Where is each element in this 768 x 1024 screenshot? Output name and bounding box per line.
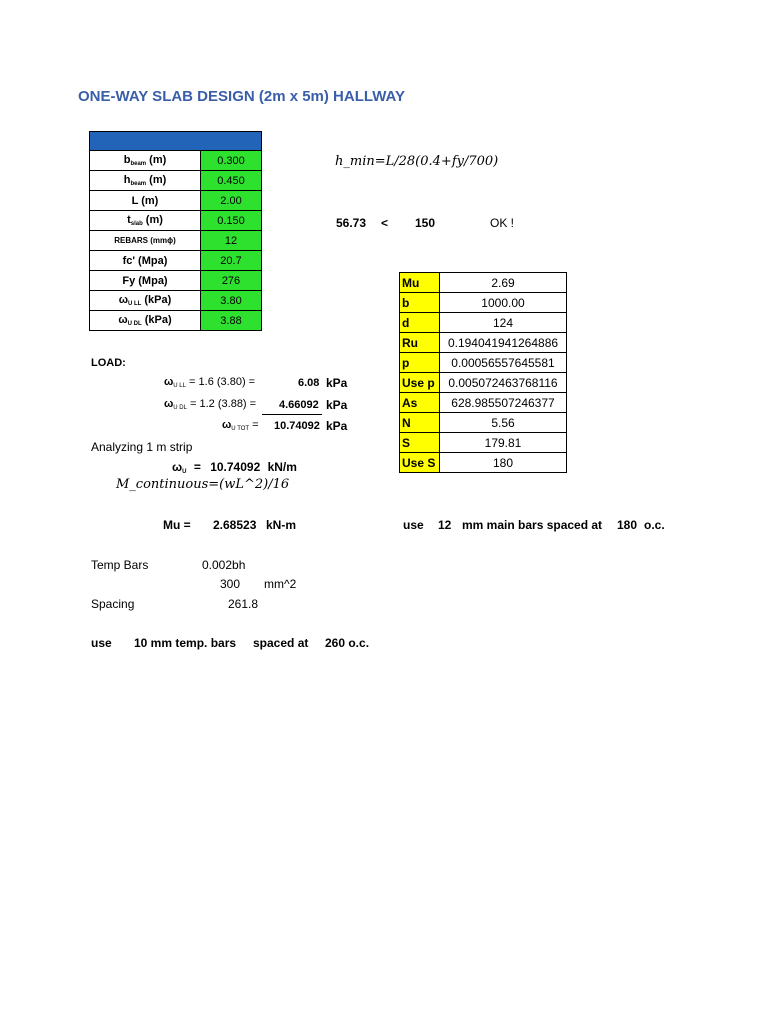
ll-unit: kPa (326, 376, 348, 390)
result-key: Use S (400, 453, 440, 473)
input-label-text: L (131, 194, 139, 207)
mu-label: Mu = (163, 518, 191, 532)
input-label-subscript: beam (130, 161, 147, 167)
result-value: 2.69 (440, 273, 567, 293)
input-label (90, 231, 201, 251)
sum-divider (262, 414, 322, 415)
tot-unit: kPa (326, 419, 348, 433)
input-value: 0.150 (201, 211, 262, 231)
input-row (90, 311, 262, 331)
input-label-text: REBARS (mmϕ) (114, 236, 176, 245)
result-value: 124 (440, 313, 567, 333)
omega-symbol: ω (164, 376, 174, 388)
input-label-unit: (kPa) (141, 294, 172, 306)
results-table (399, 272, 567, 473)
temp-spaced-at: spaced at (253, 636, 309, 650)
result-key: Use p (400, 373, 440, 393)
input-row (90, 271, 262, 291)
main-bars-oc: o.c. (644, 518, 665, 532)
spacing-label: Spacing (91, 597, 135, 611)
temp-use: use (91, 636, 112, 650)
mu-value: 2.68523 (213, 518, 257, 532)
input-label-unit: (m) (146, 174, 167, 186)
input-label-unit: (m) (146, 154, 167, 166)
moment-formula: M_continuous=(wL^2)/16 (116, 477, 290, 492)
result-key: p (400, 353, 440, 373)
main-bar-diameter: 12 (438, 518, 452, 532)
input-row (90, 191, 262, 211)
result-key: S (400, 433, 440, 453)
input-row (90, 211, 262, 231)
tot-subscript: U TOT (231, 426, 250, 432)
result-row (400, 293, 567, 313)
dl-value: 4.66092 (279, 399, 319, 411)
input-label-subscript: beam (130, 181, 147, 187)
input-label-subscript: U DL (127, 321, 142, 327)
result-value: 5.56 (440, 413, 567, 433)
dl-expression: = 1.2 (3.88) = (190, 398, 257, 410)
load-ll-row (164, 376, 255, 389)
input-row (90, 291, 262, 311)
input-value: 0.300 (201, 151, 262, 171)
hmin-formula: h_min=L/28(0.4+fy/700) (335, 154, 499, 169)
input-table (89, 131, 262, 331)
input-label-text: t (127, 214, 131, 226)
main-bar-spacing: 180 (617, 518, 638, 532)
omega-symbol: ω (164, 398, 174, 410)
check-result: OK ! (490, 216, 515, 230)
input-table-header (90, 132, 262, 151)
omega-symbol: ω (172, 460, 183, 474)
result-key: b (400, 293, 440, 313)
input-label-text: ω (118, 314, 128, 326)
result-value: 0.00056557645581 (440, 353, 567, 373)
ll-expression: = 1.6 (3.80) = (189, 376, 256, 388)
input-label-text: b (123, 154, 131, 166)
input-value: 3.88 (201, 311, 262, 331)
input-value: 0.450 (201, 171, 262, 191)
input-label-unit: (kPa) (141, 314, 172, 326)
result-row (400, 333, 567, 353)
result-row (400, 353, 567, 373)
input-row (90, 171, 262, 191)
load-heading: LOAD: (91, 357, 126, 369)
input-label-subscript: slab (130, 221, 143, 227)
hmin-value: 56.73 (336, 216, 367, 230)
tot-expression: = (252, 419, 259, 431)
result-row (400, 313, 567, 333)
page-title: ONE-WAY SLAB DESIGN (2m x 5m) HALLWAY (78, 88, 406, 105)
input-label (90, 271, 201, 291)
spacing-value: 261.8 (228, 597, 259, 611)
result-row (400, 373, 567, 393)
input-label-unit: (m) (138, 194, 159, 207)
result-value: 628.985507246377 (440, 393, 567, 413)
tot-value: 10.74092 (274, 420, 320, 432)
input-label (90, 311, 201, 331)
input-label (90, 211, 201, 231)
temp-bars-area-unit: mm^2 (264, 577, 297, 591)
main-bars-text: mm main bars spaced at (462, 518, 603, 532)
result-key: As (400, 393, 440, 413)
dl-subscript: U DL (173, 405, 187, 411)
strip-heading: Analyzing 1 m strip (91, 440, 193, 454)
input-label (90, 171, 201, 191)
ll-subscript: U LL (173, 383, 186, 389)
input-row (90, 251, 262, 271)
result-row (400, 393, 567, 413)
check-operator: < (381, 216, 389, 230)
result-row (400, 453, 567, 473)
input-row (90, 231, 262, 251)
result-key: N (400, 413, 440, 433)
mu-unit: kN-m (266, 518, 297, 532)
input-label (90, 191, 201, 211)
input-label-text: ω (118, 294, 128, 306)
input-label-text: Fy (Mpa) (122, 274, 168, 287)
result-key: Mu (400, 273, 440, 293)
input-label (90, 291, 201, 311)
omega-symbol: ω (222, 419, 232, 431)
input-label (90, 251, 201, 271)
wu-value: 10.74092 (210, 460, 261, 474)
input-label-text: fc' (Mpa) (122, 254, 168, 267)
temp-bars-area: 300 (220, 577, 241, 591)
input-value: 2.00 (201, 191, 262, 211)
wu-line (172, 460, 297, 475)
main-bars-use: use (403, 518, 424, 532)
load-dl-row (164, 398, 256, 411)
input-label-unit: (m) (142, 214, 163, 226)
temp-bars-label: Temp Bars (91, 558, 149, 572)
result-value: 179.81 (440, 433, 567, 453)
temp-bars-size: 10 mm temp. bars (134, 636, 237, 650)
input-row (90, 151, 262, 171)
temp-bars-formula: 0.002bh (202, 558, 246, 572)
input-label-text: h (123, 174, 131, 186)
result-key: Ru (400, 333, 440, 353)
input-label (90, 151, 201, 171)
dl-unit: kPa (326, 398, 348, 412)
load-tot-row (222, 419, 259, 432)
result-value: 1000.00 (440, 293, 567, 313)
input-value: 276 (201, 271, 262, 291)
input-label-subscript: U LL (127, 301, 142, 307)
temp-spacing: 260 o.c. (325, 636, 370, 650)
input-value: 20.7 (201, 251, 262, 271)
ll-value: 6.08 (298, 377, 320, 389)
result-value: 0.194041941264886 (440, 333, 567, 353)
result-key: d (400, 313, 440, 333)
result-value: 0.005072463768116 (440, 373, 567, 393)
result-row (400, 413, 567, 433)
wu-equals: = (193, 460, 201, 474)
input-value: 12 (201, 231, 262, 251)
wu-unit: kN/m (267, 460, 297, 474)
result-value: 180 (440, 453, 567, 473)
result-row (400, 273, 567, 293)
result-row (400, 433, 567, 453)
input-value: 3.80 (201, 291, 262, 311)
wu-subscript: U (182, 469, 187, 475)
slab-thickness-limit: 150 (415, 216, 436, 230)
